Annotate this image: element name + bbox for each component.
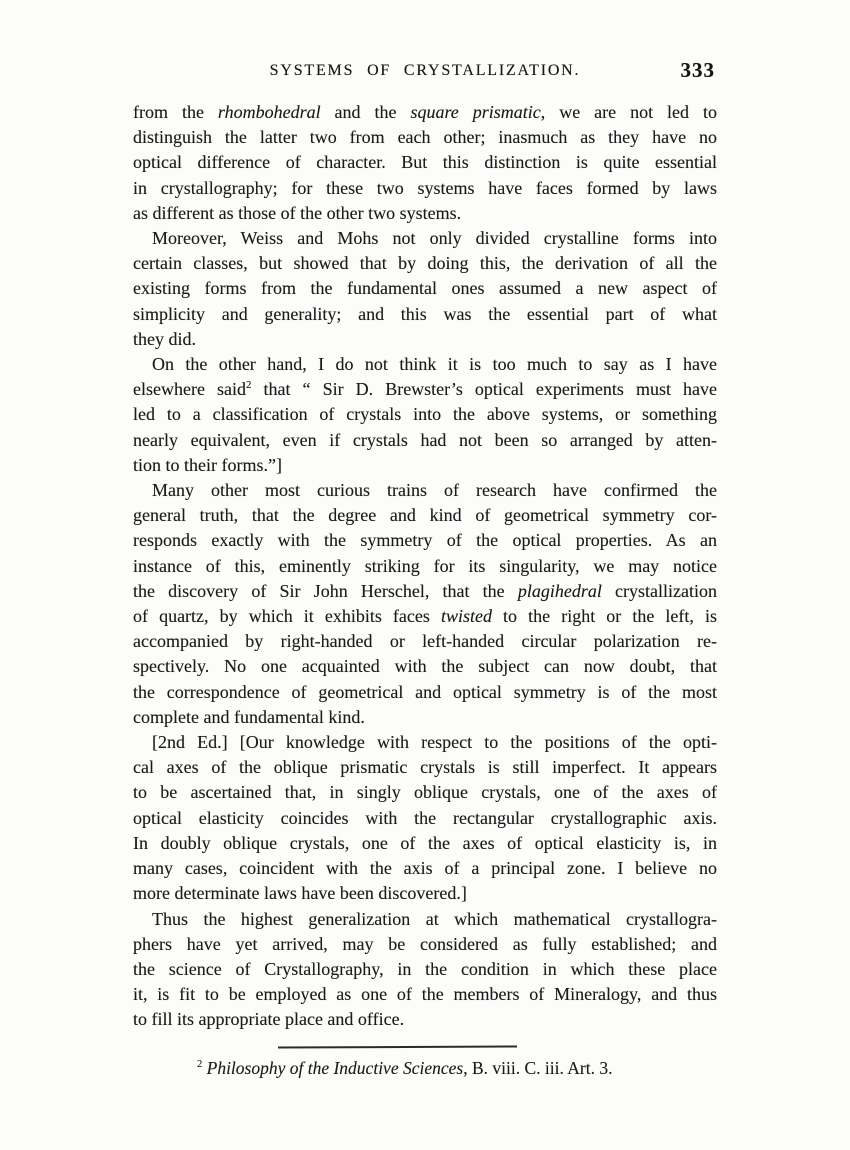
text-line bbox=[133, 1007, 717, 1032]
text-run: and the bbox=[320, 102, 411, 122]
text-run: many cases, coincident with the axis of a principal zone. I believe no bbox=[133, 858, 717, 879]
text-line bbox=[133, 150, 717, 175]
text-line bbox=[133, 125, 717, 150]
text-line bbox=[133, 554, 717, 579]
text-line bbox=[133, 680, 717, 705]
text-line bbox=[133, 528, 717, 553]
italic-text: plagihedral bbox=[517, 580, 602, 601]
text-line bbox=[133, 176, 717, 201]
text-line bbox=[133, 402, 717, 427]
text-run: in crystallography; for these two systems have faces formed by laws bbox=[133, 177, 717, 198]
text-line bbox=[133, 755, 717, 780]
text-run: [2nd Ed.] [Our knowledge with respect to the positions of the opti- bbox=[152, 732, 717, 753]
text-run: the discovery of Sir John Herschel, that the bbox=[133, 580, 518, 601]
text-line bbox=[133, 831, 717, 856]
text-line bbox=[133, 327, 717, 352]
text-line bbox=[133, 100, 717, 125]
text-line bbox=[133, 982, 717, 1007]
text-run: they did. bbox=[133, 328, 196, 349]
text-line bbox=[133, 226, 717, 251]
paragraph bbox=[133, 100, 717, 226]
text-run: the science of Crystallography, in the condition in which these place bbox=[133, 958, 717, 979]
text-line bbox=[133, 654, 717, 679]
page-header bbox=[133, 58, 717, 84]
paragraph bbox=[133, 478, 717, 730]
text-run: spectively. No one acquainted with the subject can now doubt, that bbox=[133, 656, 717, 677]
body-text bbox=[133, 100, 717, 1033]
footnote-rule bbox=[278, 1045, 517, 1048]
italic-text: rhombohedral bbox=[217, 102, 321, 122]
text-run: the correspondence of geometrical and optical symmetry is of the most bbox=[133, 681, 717, 702]
text-line bbox=[133, 957, 717, 982]
text-run: Moreover, Weiss and Mohs not only divided crystalline forms into bbox=[152, 228, 717, 249]
text-line bbox=[133, 932, 717, 957]
text-run: On the other hand, I do not think it is too much to say as I have bbox=[152, 354, 717, 375]
text-line bbox=[133, 276, 717, 301]
text-run: distinguish the latter two from each other; inasmuch as they have no bbox=[133, 127, 717, 148]
text-line bbox=[133, 428, 717, 453]
text-run: more determinate laws have been discovered.] bbox=[133, 883, 467, 904]
text-line bbox=[133, 453, 717, 478]
paragraph bbox=[133, 226, 717, 352]
paragraph bbox=[133, 352, 717, 478]
footnote bbox=[197, 1056, 617, 1080]
text-run: Thus the highest generalization at which mathematical crystallogra- bbox=[152, 908, 717, 929]
text-run: simplicity and generality; and this was the essential part of what bbox=[133, 303, 717, 324]
text-run: tion to their forms.”] bbox=[133, 454, 282, 475]
italic-text: Philosophy of the Inductive Sciences bbox=[206, 1058, 464, 1078]
text-line bbox=[133, 478, 717, 503]
text-run: to fill its appropriate place and office. bbox=[133, 1009, 405, 1030]
text-run: responds exactly with the symmetry of the optical properties. As an bbox=[133, 530, 717, 551]
text-run: that “ Sir D. Brewster’s optical experiments must have bbox=[251, 379, 718, 400]
text-line bbox=[133, 377, 717, 402]
text-run: led to a classification of crystals into the above systems, or something bbox=[133, 404, 717, 425]
text-run: cal axes of the oblique prismatic crystals is still imperfect. It appears bbox=[133, 757, 717, 778]
text-run: accompanied by right-handed or left-handed circular polarization re- bbox=[133, 631, 717, 652]
text-run: phers have yet arrived, may be considered as fully established; and bbox=[133, 933, 717, 954]
text-line bbox=[133, 907, 717, 932]
text-run: In doubly oblique crystals, one of the axes of optical elasticity is, in bbox=[133, 832, 717, 853]
paragraph bbox=[133, 907, 717, 1033]
text-run: from the bbox=[133, 102, 218, 122]
text-run: complete and fundamental kind. bbox=[133, 706, 365, 727]
text-run: existing forms from the fundamental ones assumed a new aspect of bbox=[133, 278, 717, 299]
text-line bbox=[133, 579, 717, 604]
page-number: 333 bbox=[680, 58, 715, 82]
superscript-marker: 2 bbox=[246, 379, 252, 392]
paragraph bbox=[133, 730, 717, 906]
text-line bbox=[133, 352, 717, 377]
text-run: optical elasticity coincides with the rectangular crystallographic axis. bbox=[133, 807, 717, 828]
text-line bbox=[133, 302, 717, 327]
text-run: crystallization bbox=[601, 580, 718, 601]
text-run: as different as those of the other two systems. bbox=[133, 202, 462, 223]
text-line bbox=[133, 730, 717, 755]
text-line bbox=[133, 201, 717, 226]
text-run: , we are not led to bbox=[540, 102, 717, 122]
text-run: to the right or the left, is bbox=[491, 606, 717, 627]
text-run: optical difference of character. But this distinction is quite essential bbox=[133, 152, 717, 173]
text-run: Many other most curious trains of research have confirmed the bbox=[152, 480, 717, 501]
superscript-marker: 2 bbox=[197, 1059, 203, 1071]
text-line bbox=[133, 705, 717, 730]
text-run: to be ascertained that, in singly oblique crystals, one of the axes of bbox=[133, 782, 717, 803]
text-run: certain classes, but showed that by doing this, the derivation of all the bbox=[133, 253, 717, 274]
text-line bbox=[133, 503, 717, 528]
text-run: elsewhere said bbox=[133, 379, 247, 400]
text-line bbox=[133, 604, 717, 629]
text-run: it, is fit to be employed as one of the members of Mineralogy, and thus bbox=[133, 984, 717, 1005]
text-run: instance of this, eminently striking for its singularity, we may notice bbox=[133, 555, 717, 576]
italic-text: square prismatic bbox=[410, 102, 541, 122]
text-line bbox=[133, 881, 717, 906]
text-run: general truth, that the degree and kind of geometrical symmetry cor- bbox=[133, 505, 717, 526]
text-line bbox=[133, 780, 717, 805]
text-line bbox=[133, 251, 717, 276]
text-line bbox=[133, 806, 717, 831]
running-head-title: SYSTEMS OF CRYSTALLIZATION. bbox=[269, 62, 581, 79]
text-run: nearly equivalent, even if crystals had not been so arranged by atten- bbox=[133, 429, 717, 450]
italic-text: twisted bbox=[440, 606, 492, 627]
text-line bbox=[133, 856, 717, 881]
text-run: of quartz, by which it exhibits faces bbox=[133, 606, 441, 627]
text-run: , B. viii. C. iii. Art. 3. bbox=[463, 1058, 613, 1078]
text-line bbox=[133, 629, 717, 654]
